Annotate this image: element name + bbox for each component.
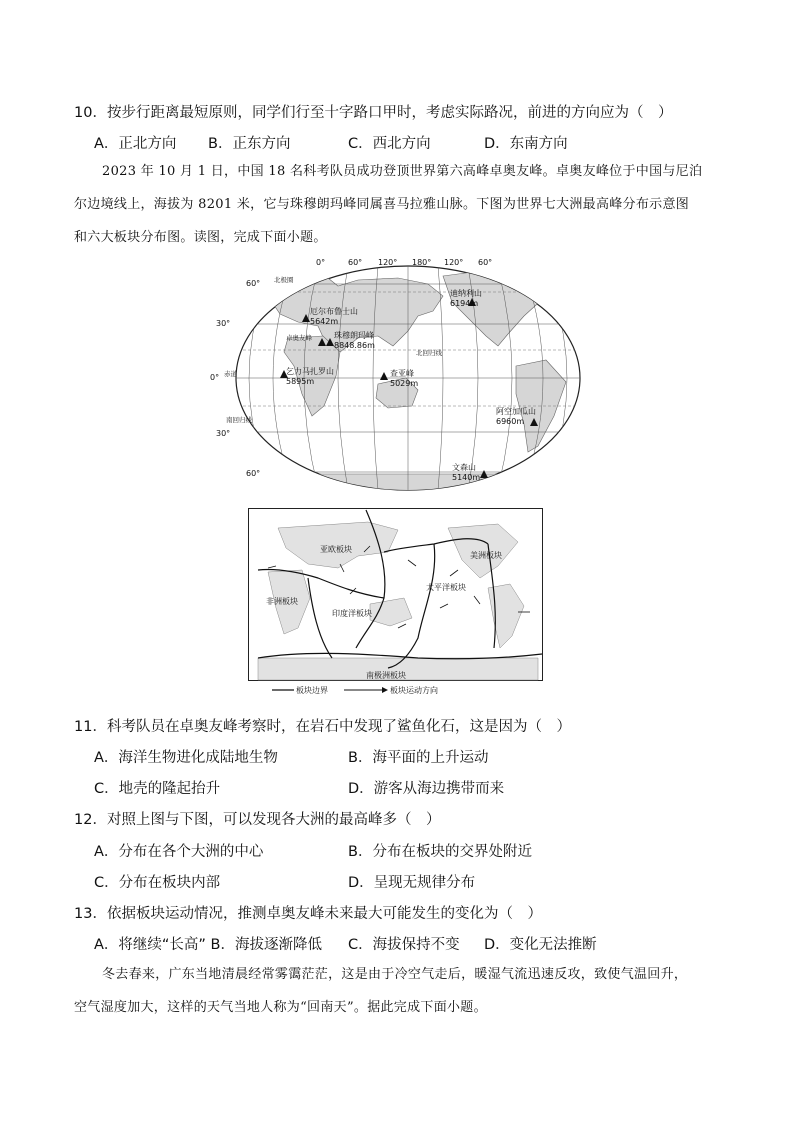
lat-label-0: 0°: [210, 373, 220, 382]
lon-label-60w: 60°: [478, 258, 493, 267]
q12-option-a[interactable]: A．分布在各个大洲的中心: [94, 844, 264, 860]
lat-label-30s: 30°: [216, 429, 231, 438]
svg-text:厄尔布鲁士山: 厄尔布鲁士山: [310, 307, 358, 316]
q10-option-a[interactable]: A．正北方向: [94, 136, 177, 152]
passage-1-line-2: 尔边境线上，海拔为 8201 米，它与珠穆朗玛峰同属喜马拉雅山脉。下图为世界七大洲最高峰分布示意图: [74, 197, 690, 212]
lon-label-0: 0°: [316, 258, 326, 267]
question-10-stem: 10．按步行距离最短原则，同学们行至十字路口甲时，考虑实际路况，前进的方向应为（ ）: [74, 105, 673, 121]
lon-label-180: 180°: [412, 258, 432, 267]
lon-label-120w: 120°: [444, 258, 464, 267]
lat-label-60s: 60°: [246, 469, 261, 478]
q10-option-c[interactable]: C．西北方向: [348, 136, 431, 152]
q10-option-b[interactable]: B．正东方向: [208, 136, 291, 152]
q13-option-d[interactable]: D．变化无法推断: [484, 937, 597, 953]
equator-label: 赤道: [224, 370, 237, 378]
q11-option-b[interactable]: B．海平面的上升运动: [348, 750, 489, 766]
plate-label-indian: 印度洋板块: [332, 609, 372, 618]
svg-text:乞力马扎罗山: 乞力马扎罗山: [286, 367, 334, 376]
passage-huinantian: [74, 958, 714, 1024]
question-11-stem: 11．科考队员在卓奥友峰考察时，在岩石中发现了鲨鱼化石，这是因为（ ）: [74, 719, 571, 735]
arctic-circle-label: 北极圈: [274, 276, 294, 284]
q11-option-c[interactable]: C．地壳的隆起抬升: [94, 781, 221, 797]
passage-1-line-1: 2023 年 10 月 1 日，中国 18 名科考队员成功登顶世界第六高峰卓奥友峰。卓奥友峰位于中国与尼泊: [102, 164, 703, 179]
q13-option-c[interactable]: C．海拔保持不变: [348, 937, 460, 953]
legend-boundary-label: 板块边界: [296, 686, 328, 695]
plate-label-eurasian: 亚欧板块: [320, 545, 352, 554]
lat-label-30n: 30°: [216, 319, 231, 328]
tropic-cancer-label: 北回归线: [416, 349, 442, 357]
plate-label-pacific: 太平洋板块: [426, 583, 466, 592]
svg-text:卓奥友峰: 卓奥友峰: [286, 334, 312, 342]
svg-text:8848.86m: 8848.86m: [334, 341, 375, 350]
passage-2-line-2: 空气湿度加大，这样的天气当地人称为“回南天”。据此完成下面小题。: [74, 1000, 487, 1015]
q11-option-a[interactable]: A．海洋生物进化成陆地生物: [94, 750, 278, 766]
plate-label-african: 非洲板块: [266, 597, 298, 606]
world-peaks-map: [210, 256, 588, 496]
svg-text:查亚峰: 查亚峰: [390, 369, 414, 378]
svg-text:5140m: 5140m: [452, 473, 481, 482]
passage-1-line-3: 和六大板块分布图。读图，完成下面小题。: [74, 230, 327, 245]
lat-label-60n: 60°: [246, 279, 261, 288]
q10-option-d[interactable]: D．东南方向: [484, 136, 568, 152]
svg-text:阿空加瓜山: 阿空加瓜山: [496, 407, 536, 416]
q12-option-d[interactable]: D．呈现无规律分布: [348, 875, 476, 891]
q12-option-b[interactable]: B．分布在板块的交界处附近: [348, 844, 532, 860]
plate-label-antarctic: 南极洲板块: [366, 671, 406, 680]
svg-text:5029m: 5029m: [390, 379, 419, 388]
q11-option-d[interactable]: D．游客从海边携带而来: [348, 781, 505, 797]
svg-text:5642m: 5642m: [310, 317, 339, 326]
question-13-stem: 13．依据板块运动情况，推测卓奥友峰未来最大可能发生的变化为（ ）: [74, 906, 542, 922]
svg-text:5895m: 5895m: [286, 377, 315, 386]
legend-arrowhead-icon: [382, 687, 388, 693]
passage-2-line-1: 冬去春来，广东当地清晨经常雾霭茫茫，这是由于冷空气走后，暖湿气流迅速反攻，致使气温回升，: [102, 967, 688, 982]
legend-motion-label: 板块运动方向: [390, 686, 438, 695]
svg-text:6194m: 6194m: [450, 299, 479, 308]
passage-everest: [74, 155, 714, 254]
plate-label-american: 美洲板块: [470, 551, 502, 560]
plates-legend: [272, 685, 438, 695]
question-12-stem: 12．对照上图与下图，可以发现各大洲的最高峰多（ ）: [74, 812, 441, 828]
q12-option-c[interactable]: C．分布在板块内部: [94, 875, 221, 891]
svg-text:6960m: 6960m: [496, 417, 525, 426]
svg-text:文森山: 文森山: [452, 463, 476, 472]
tropic-capricorn-label: 南回归线: [226, 416, 252, 424]
svg-text:迪纳利山: 迪纳利山: [450, 289, 482, 298]
tectonic-plates-map: [248, 508, 544, 700]
lon-label-60e: 60°: [348, 258, 363, 267]
lon-label-120e: 120°: [378, 258, 398, 267]
svg-text:珠穆朗玛峰: 珠穆朗玛峰: [334, 331, 374, 340]
q13-option-a-b[interactable]: A．将继续“长高” B．海拔逐渐降低: [94, 937, 322, 953]
